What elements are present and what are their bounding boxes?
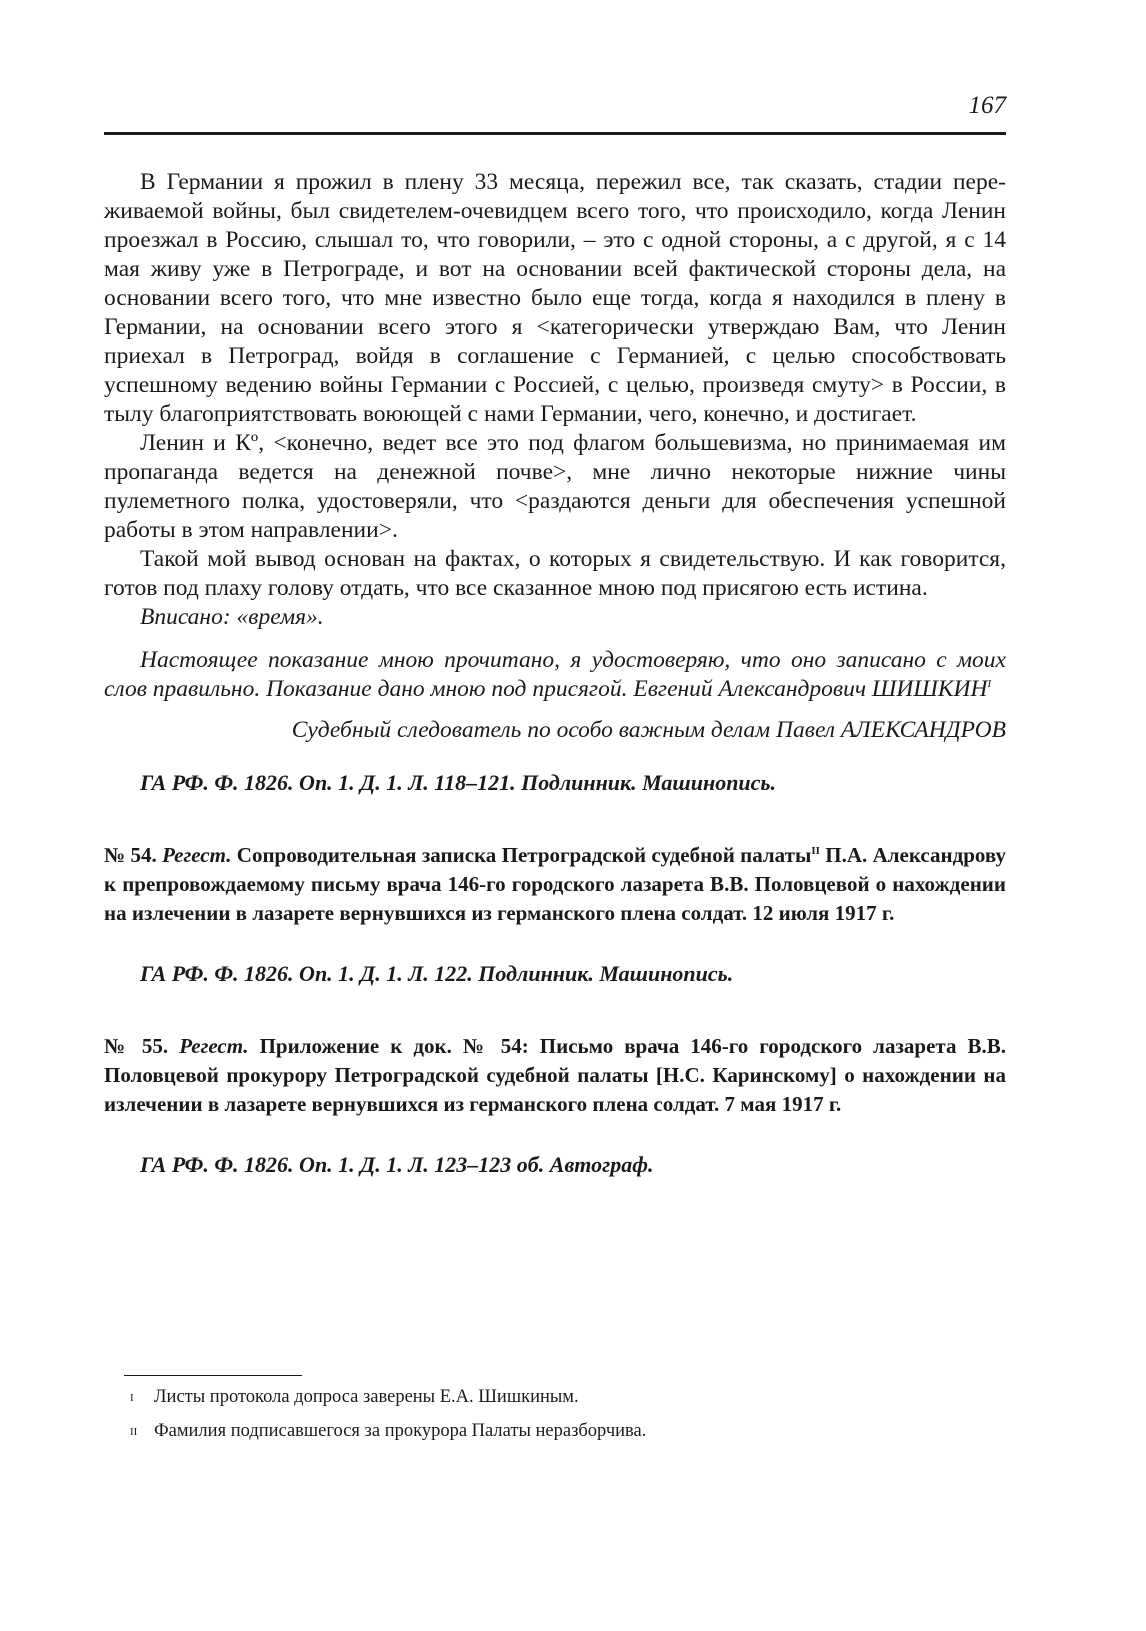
regest-54-text-a: Сопроводительная записка Петроградской судебной палаты xyxy=(236,843,812,867)
footnotes xyxy=(130,1386,990,1454)
attestation-text: Настоящее показание мною прочитано, я удостоверяю, что оно записано с моих слов правильно. Показание дано мною под присягой. Евгений Александрович ШИШКИН xyxy=(104,647,1006,702)
page-number: 167 xyxy=(968,92,1006,119)
testimony-paragraph-2: Ленин и Кº, <конечно, ведет все это под флагом большевизма, но принимаемая им пропаганда ведется на денежной почве>, мне лично некоторые нижние чины пулеметного полка, удостоверяли, что <раздаются деньги для обеспечения успешной работы в этом направлении>. xyxy=(104,430,1006,543)
regest-54-label: Регест. xyxy=(162,843,232,867)
attestation xyxy=(104,646,1006,704)
header-rule xyxy=(104,132,1006,135)
archive-reference-testimony: ГА РФ. Ф. 1826. Оп. 1. Д. 1. Л. 118–121. Подлинник. Машинопись. xyxy=(140,770,776,795)
inserted-note: Вписано: «время». xyxy=(140,604,324,630)
regest-55-text: Приложение к док. № 54: Письмо врача 146-го городского лазарета В.В. Половцевой прокурору Петроградской судебной палаты [Н.С. Каринскому] о нахождении на излечении в лазарете вернувшихся из германского плена солдат. 7 мая 1917 г. xyxy=(104,1034,1007,1116)
regest-55 xyxy=(104,1032,1006,1119)
footnote-ref-1: I xyxy=(987,678,992,691)
footnote-2 xyxy=(130,1420,990,1444)
footnote-1 xyxy=(130,1386,990,1410)
regest-54 xyxy=(104,841,1006,928)
regest-54-text-b: П.А. Александрову к препровождаемому письму врача 146-го городского лазарета В.В. Половцевой о нахождении на излечении в лазарете вернувшихся из германского плена солдат. 12 июля 1917 г. xyxy=(104,843,1006,925)
archive-reference-55: ГА РФ. Ф. 1826. Оп. 1. Д. 1. Л. 123–123 об. Автограф. xyxy=(140,1152,654,1177)
regest-55-number: № 55. xyxy=(104,1034,169,1058)
regest-55-label: Регест. xyxy=(179,1034,249,1058)
page-body xyxy=(104,168,1006,1179)
footnote-1-text: Листы протокола допроса заверены Е.А. Шишкиным. xyxy=(154,1387,579,1407)
testimony-paragraph-1: В Германии я прожил в плену 33 месяца, пережил все, так сказать, стадии переживаемой войны, был свидетелем-очевидцем всего того, что происходило, когда Ленин проезжал в Россию, слышал то, что говорили, – это с одной стороны, а с другой, я с 14 мая живу уже в Петрограде, и вот на основании всей фактической стороны дела, на основании всего того, что мне известно было еще тогда, когда я находился в плену в Германии, на основании всего этого я <категорически утверждаю Вам, что Ленин приехал в Петроград, войдя в соглашение с Германией, с целью способствовать успешному ведению войны Германии с Россией, с целью, произведя смуту> в России, в тылу благоприятствовать воюющей с нами Германии, чего, конечно, и достигает. xyxy=(104,169,1006,427)
footnote-1-mark: I xyxy=(130,1392,134,1404)
testimony-paragraph-3: Такой мой вывод основан на фактах, о которых я свидетельствую. И как говорится, готов под плаху голову отдать, что все сказанное мною под присягою есть истина. xyxy=(104,546,1006,601)
regest-54-number: № 54. xyxy=(104,843,157,867)
footnote-ref-2: II xyxy=(811,845,820,857)
footnote-rule xyxy=(124,1375,302,1376)
footnote-2-text: Фамилия подписавшегося за прокурора Палаты неразборчива. xyxy=(154,1421,647,1441)
investigator-signature: Судебный следователь по особо важным делам Павел АЛЕКСАНДРОВ xyxy=(291,717,1006,743)
footnote-2-mark: II xyxy=(130,1426,138,1438)
archive-reference-54: ГА РФ. Ф. 1826. Оп. 1. Д. 1. Л. 122. Подлинник. Машинопись. xyxy=(140,961,734,986)
